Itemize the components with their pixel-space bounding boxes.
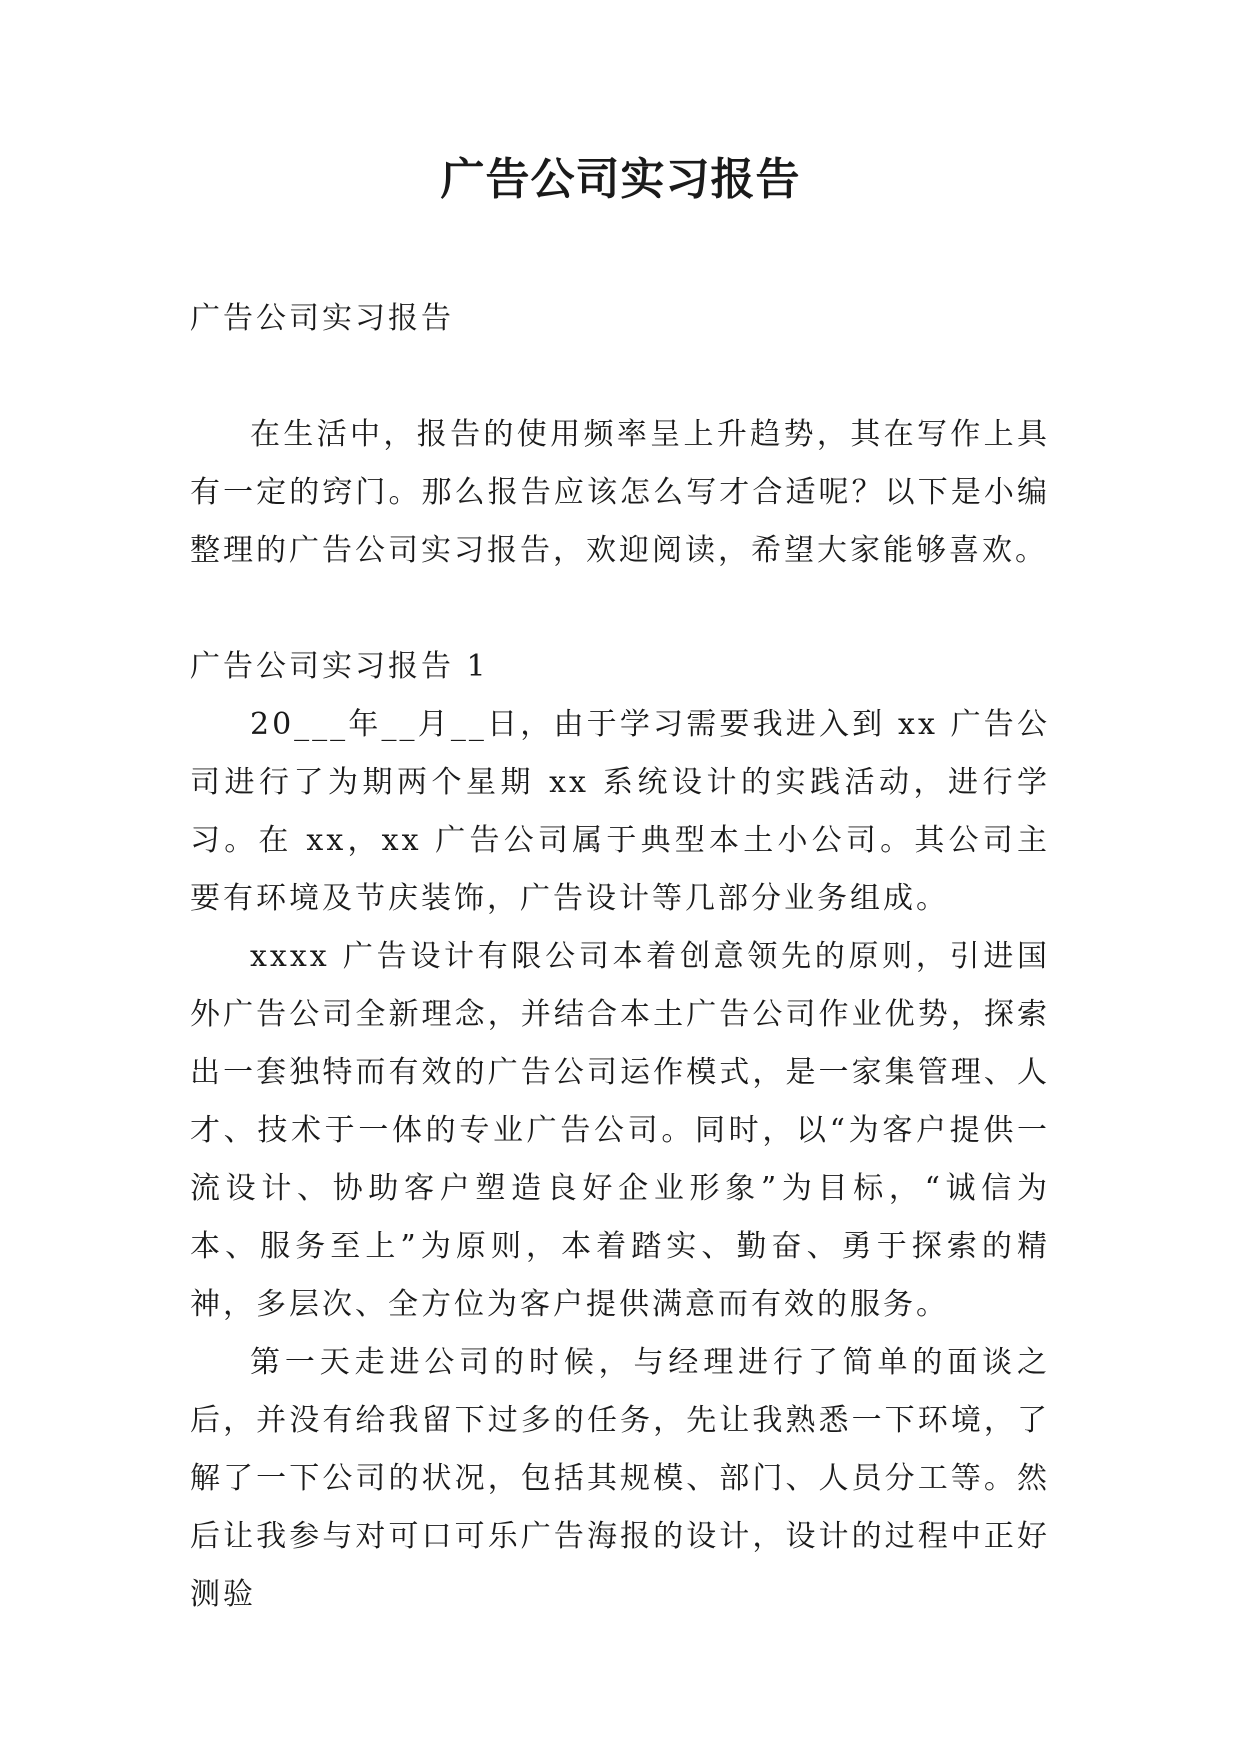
body-paragraph-2: xxxx 广告设计有限公司本着创意领先的原则，引进国外广告公司全新理念，并结合本土广告公司作业优势，探索出一套独特而有效的广告公司运作模式，是一家集管理、人才、技术于一体的专业广告公司。同时，以“为客户提供一流设计、协助客户塑造良好企业形象”为目标，“诚信为本、服务至上”为原则，本着踏实、勤奋、勇于探索的精神，多层次、全方位为客户提供满意而有效的服务。 [190, 939, 1050, 1322]
body-paragraph-1: 20___年__月__日，由于学习需要我进入到 xx 广告公司进行了为期两个星期 xx 系统设计的实践活动，进行学习。在 xx，xx 广告公司属于典型本土小公司。其公司主要有环境及节庆装饰，广告设计等几部分业务组成。 [190, 707, 1050, 916]
document-subtitle: 广告公司实习报告 [190, 301, 454, 336]
section-heading: 广告公司实习报告 1 [190, 649, 489, 684]
body-paragraph-3: 第一天走进公司的时候，与经理进行了简单的面谈之后，并没有给我留下过多的任务，先让我熟悉一下环境，了解了一下公司的状况，包括其规模、部门、人员分工等。然后让我参与对可口可乐广告海报的设计，设计的过程中正好测验 [190, 1345, 1050, 1612]
intro-paragraph: 在生活中，报告的使用频率呈上升趋势，其在写作上具有一定的窍门。那么报告应该怎么写才合适呢？以下是小编整理的广告公司实习报告，欢迎阅读，希望大家能够喜欢。 [190, 417, 1050, 568]
document-title: 广告公司实习报告 [440, 154, 801, 205]
document-body [190, 290, 1050, 1624]
